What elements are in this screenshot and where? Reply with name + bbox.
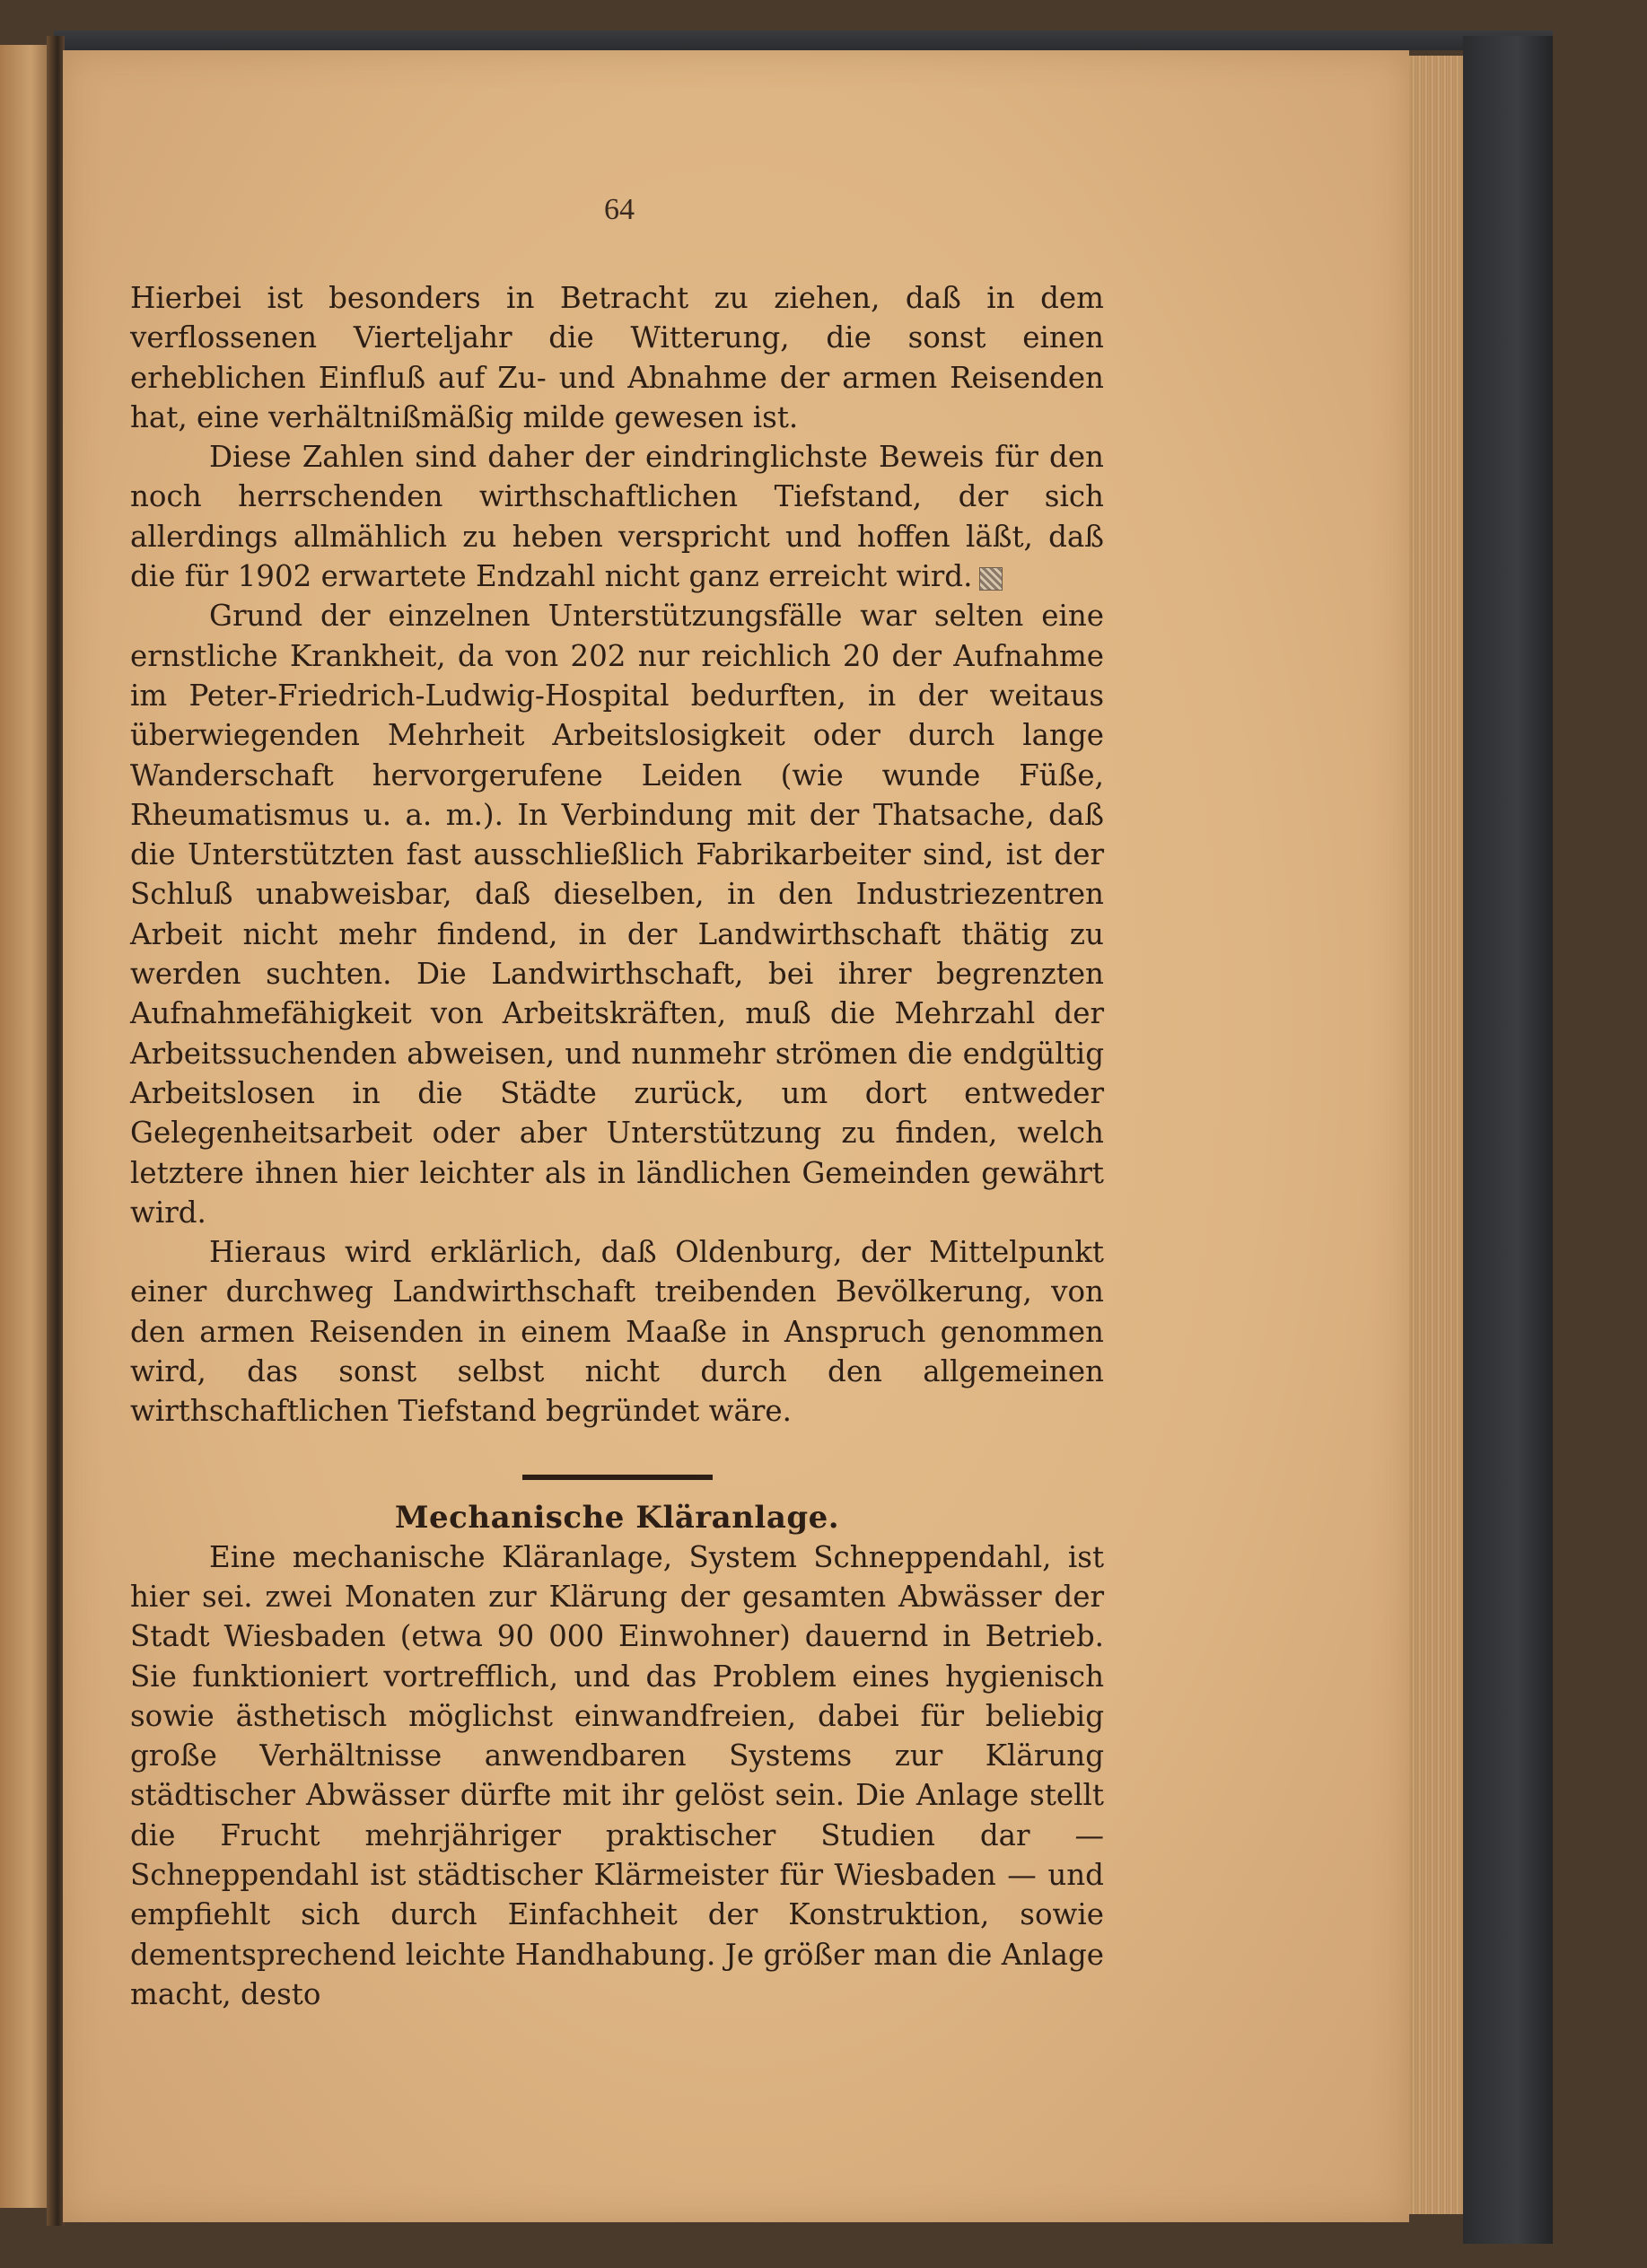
book-gutter: [47, 36, 65, 2226]
paragraph-1: Hierbei ist besonders in Betracht zu ziehen, daß in dem verflossenen Vierteljahr die Witterung, die sonst einen erheblichen Einfluß auf Zu- und Abnahme der armen Reisenden hat, eine verhältnißmäßig milde gewesen ist.: [130, 281, 1104, 434]
page-number: 64: [604, 193, 635, 226]
book-cover-top: [54, 31, 1553, 50]
page-text: [130, 188, 1104, 2014]
paragraph-2: [130, 437, 1104, 596]
paragraph-3: Grund der einzelnen Unterstützungsfälle war selten eine ernstliche Krankheit, da von 202 nur reichlich 20 der Aufnahme im Peter-Friedrich-Ludwig-Hospital bedurften, in der weitaus überwiegenden Mehrheit Arbeitslosigkeit oder durch lange Wanderschaft hervorgerufene Leiden (wie wunde Füße, Rheumatismus u. a. m.). In Verbindung mit der Thatsache, daß die Unterstützten fast ausschließlich Fabrikarbeiter sind, ist der Schluß unabweisbar, daß dieselben, in den Industriezentren Arbeit nicht mehr findend, in der Landwirthschaft thätig zu werden suchten. Die Landwirthschaft, bei ihrer begrenzten Aufnahmefähigkeit von Arbeitskräften, muß die Mehrzahl der Arbeitssuchenden abweisen, und nunmehr strömen die endgültig Arbeitslosen in die Städte zurück, um dort entweder Gelegenheitsarbeit oder aber Unterstützung zu finden, welch letztere ihnen hier leichter als in ländlichen Gemeinden gewährt wird.: [130, 599, 1104, 1230]
book-cover-spine: [1463, 36, 1553, 2244]
section-paragraph: Eine mechanische Kläranlage, System Schneppendahl, ist hier sei. zwei Monaten zur Klärung der gesamten Abwässer der Stadt Wiesbaden (etwa 90 000 Einwohner) dauernd in Betrieb. Sie funktioniert vortrefflich, und das Problem eines hygienisch sowie ästhetisch möglichst einwandfreien, dabei für beliebig große Verhältnisse anwendbaren Systems zur Klärung städtischer Abwässer dürfte mit ihr gelöst sein. Die Anlage stellt die Frucht mehrjähriger praktischer Studien dar — Schneppendahl ist städtischer Klärmeister für Wiesbaden — und empfiehlt sich durch Einfachheit der Konstruktion, sowie dementsprechend leichte Handhabung. Je größer man die Anlage macht, desto: [130, 1539, 1104, 2011]
section-heading: Mechanische Kläranlage.: [394, 1499, 840, 1536]
paragraph-4: Hieraus wird erklärlich, daß Oldenburg, der Mittelpunkt einer durchweg Landwirthschaft treibenden Bevölkerung, von den armen Reisenden in einem Maaße in Anspruch genommen wird, das sonst selbst nicht durch den allgemeinen wirthschaftlichen Tiefstand begründet wäre.: [130, 1235, 1104, 1429]
section-divider: [522, 1475, 713, 1480]
library-stamp-icon: [979, 567, 1003, 591]
paragraph-2-text: Diese Zahlen sind daher der eindringlichste Beweis für den noch herrschenden wirthschaftlichen Tiefstand, der sich allerdings allmählich zu heben verspricht und hoffen läßt, daß die für 1902 erwartete Endzahl nicht ganz erreicht wird.: [130, 440, 1104, 594]
page-edges: [1409, 56, 1463, 2214]
